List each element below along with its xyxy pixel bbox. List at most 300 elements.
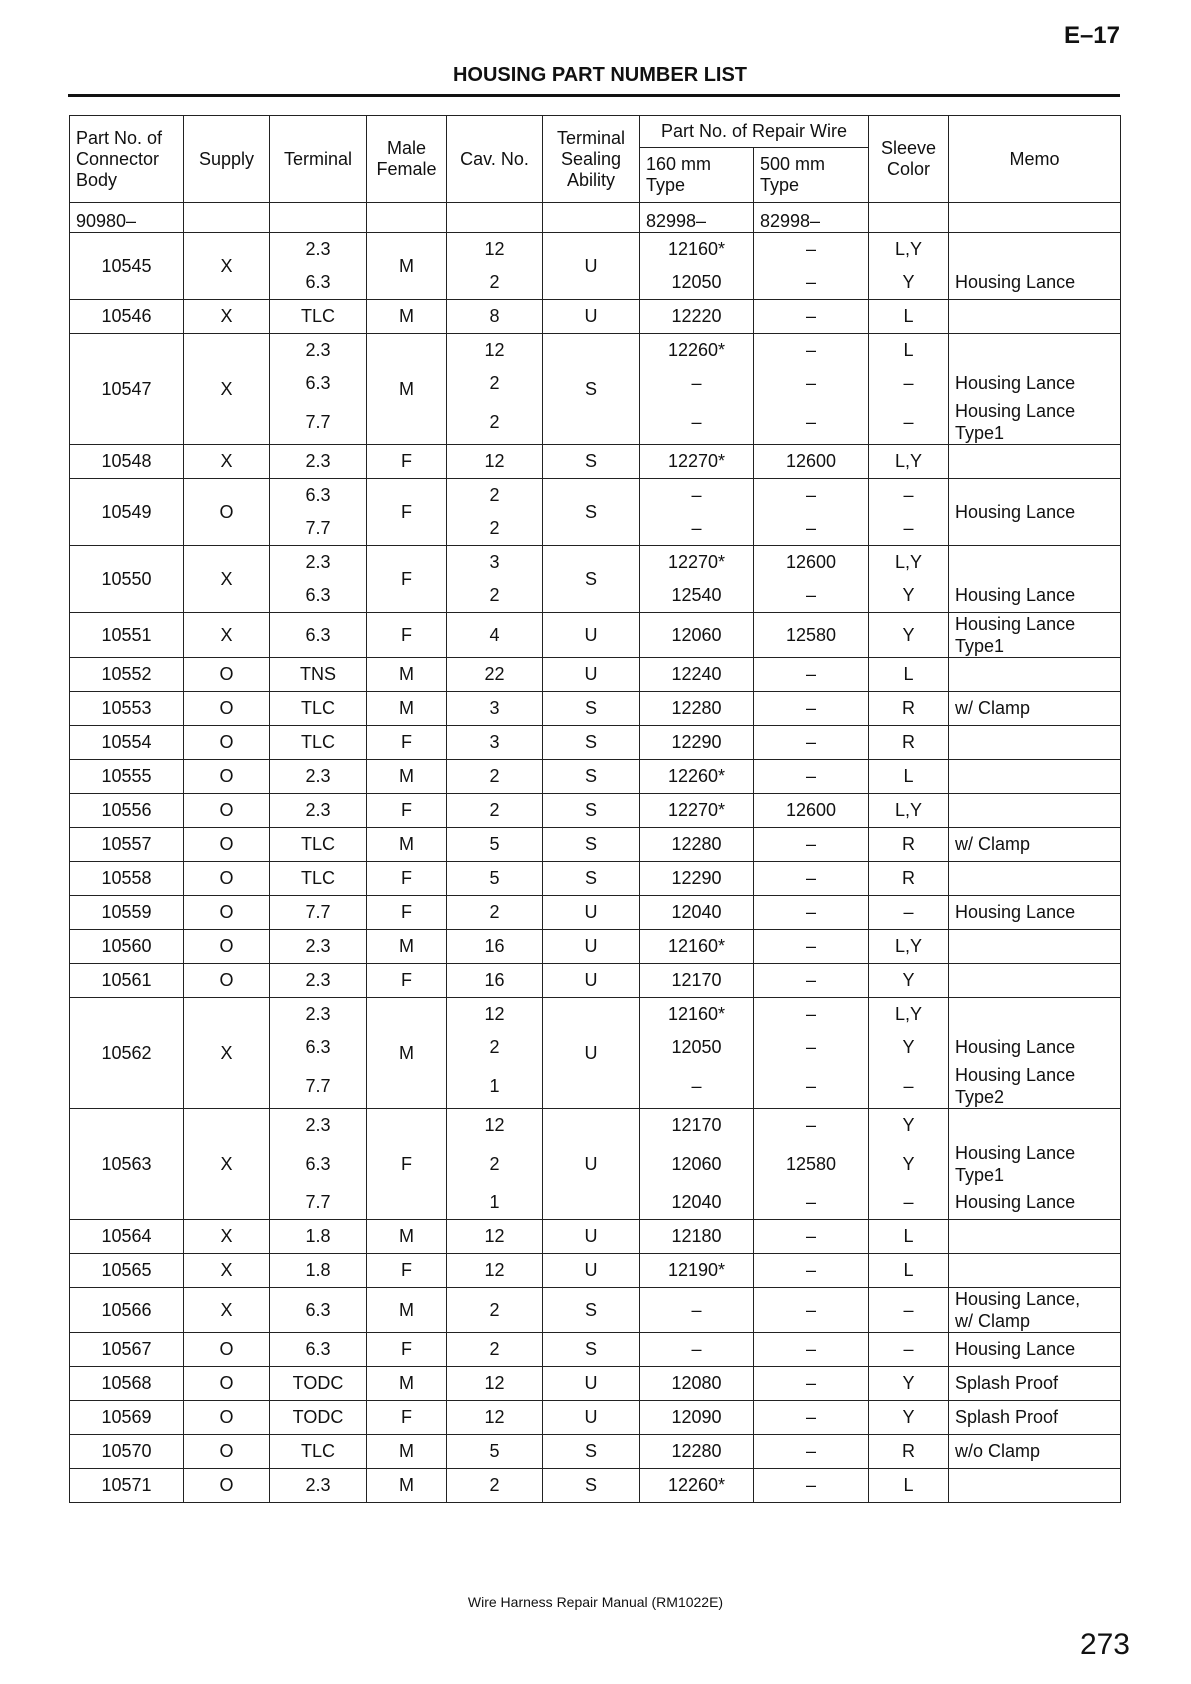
cell-text: F	[401, 624, 412, 645]
cell-text: 10563	[101, 1153, 152, 1174]
sub-cell: 2	[489, 272, 500, 292]
sleeve-color-cell	[869, 828, 949, 862]
table-row	[70, 445, 1121, 479]
part-no-cell	[70, 1435, 184, 1469]
terminal-cell	[270, 479, 367, 546]
memo-cell	[949, 479, 1121, 546]
cell-text: M	[399, 378, 414, 399]
sub-cell: 12160*	[667, 936, 726, 956]
repair-500-cell	[754, 334, 869, 445]
sub-cell	[955, 930, 1114, 963]
sub-cell: –	[805, 585, 816, 605]
repair-500-cell	[754, 1220, 869, 1254]
male-female-cell	[367, 658, 447, 692]
sub-cell: L	[903, 664, 914, 684]
cell-text: U	[584, 1260, 598, 1280]
repair-160-cell	[640, 998, 754, 1109]
repair-500-cell	[754, 1435, 869, 1469]
cell-text: 10547	[101, 378, 152, 399]
prefix-part	[70, 203, 184, 233]
cell-text: X	[220, 1299, 233, 1320]
sub-cell: –	[903, 1300, 914, 1320]
sub-cell: 12270*	[667, 800, 726, 820]
repair-160-cell	[640, 760, 754, 794]
part-no-cell	[70, 334, 184, 445]
supply-cell	[184, 300, 270, 334]
sub-cell: –	[691, 485, 702, 505]
cav-no-cell	[447, 479, 543, 546]
sub-cell: –	[805, 902, 816, 922]
terminal-cell	[270, 964, 367, 998]
table-row	[70, 1333, 1121, 1367]
repair-160-cell	[640, 1333, 754, 1367]
sub-cell: 16	[484, 936, 505, 956]
sub-cell: 7.7	[305, 902, 331, 922]
cell-text: S	[584, 766, 597, 786]
supply-cell	[184, 760, 270, 794]
sub-cell: –	[691, 412, 702, 432]
repair-160-cell	[640, 930, 754, 964]
sub-cell: –	[805, 1192, 816, 1212]
sub-cell: 12080	[671, 1373, 722, 1393]
sub-cell: 4	[489, 625, 500, 645]
sub-cell	[955, 1109, 1114, 1142]
sub-cell: w/ Clamp	[955, 834, 1031, 854]
sealing-cell	[543, 862, 640, 896]
sub-cell: TLC	[300, 698, 335, 718]
cell-text: 10569	[101, 1407, 152, 1427]
sub-cell: 12170	[671, 1115, 722, 1135]
sub-cell: Housing Lance Type1	[955, 1143, 1076, 1185]
sealing-cell	[543, 794, 640, 828]
sub-cell: 12270*	[667, 451, 726, 471]
section-page-code: E–17	[1063, 22, 1120, 49]
sub-cell: –	[805, 1441, 816, 1461]
sub-cell: 12260*	[667, 766, 726, 786]
sleeve-color-cell	[869, 334, 949, 445]
sleeve-color-cell	[869, 964, 949, 998]
cell-text: 82998–	[646, 211, 707, 231]
sleeve-color-cell	[869, 862, 949, 896]
memo-cell	[949, 896, 1121, 930]
sub-cell: –	[805, 1407, 816, 1427]
sub-cell: L,Y	[894, 239, 923, 259]
repair-160-cell	[640, 1220, 754, 1254]
supply-cell	[184, 334, 270, 445]
cell-text: M	[399, 664, 414, 684]
sub-cell: –	[805, 1226, 816, 1246]
cell-text: M	[399, 1042, 414, 1063]
header-terminal: Terminal	[270, 116, 367, 203]
sub-cell: Housing Lance	[955, 1037, 1076, 1057]
sub-cell: –	[903, 373, 914, 393]
cav-no-cell	[447, 862, 543, 896]
cell-text: M	[399, 1441, 414, 1461]
repair-160-cell	[640, 896, 754, 930]
part-no-cell	[70, 1288, 184, 1333]
repair-160-cell	[640, 1401, 754, 1435]
terminal-cell	[270, 445, 367, 479]
sub-cell: L	[903, 1226, 914, 1246]
part-no-cell	[70, 964, 184, 998]
sub-cell: –	[691, 1339, 702, 1359]
sub-cell: –	[691, 518, 702, 538]
cell-text: U	[584, 902, 598, 922]
cav-no-cell	[447, 1254, 543, 1288]
repair-500-cell	[754, 862, 869, 896]
sub-cell: L,Y	[894, 800, 923, 820]
supply-cell	[184, 233, 270, 300]
sub-cell: Y	[902, 970, 915, 990]
male-female-cell	[367, 760, 447, 794]
repair-160-cell	[640, 828, 754, 862]
sub-cell: 12290	[671, 868, 722, 888]
supply-cell	[184, 964, 270, 998]
sub-cell: Housing Lance Type2	[955, 1065, 1076, 1107]
sub-cell: TLC	[300, 1441, 335, 1461]
sub-cell: –	[691, 1076, 702, 1096]
table-row	[70, 964, 1121, 998]
cav-no-cell	[447, 896, 543, 930]
cell-text: O	[219, 970, 234, 990]
cell-text: M	[399, 255, 414, 276]
cell-text: O	[219, 1441, 234, 1461]
sub-cell: 12580	[785, 625, 837, 645]
table-row	[70, 1288, 1121, 1333]
prefix-memo	[949, 203, 1121, 233]
sub-cell: –	[805, 970, 816, 990]
part-no-cell	[70, 1220, 184, 1254]
table-row	[70, 726, 1121, 760]
sub-cell: R	[902, 1441, 915, 1461]
sub-cell	[955, 964, 1114, 997]
cell-text: S	[584, 501, 597, 522]
terminal-cell	[270, 1367, 367, 1401]
sub-cell: 12060	[671, 1154, 722, 1174]
sub-cell: –	[805, 936, 816, 956]
cell-text: S	[584, 378, 597, 399]
repair-160-cell	[640, 964, 754, 998]
memo-cell	[949, 546, 1121, 613]
sub-cell: L,Y	[894, 936, 923, 956]
table-row-prefix	[70, 203, 1121, 233]
part-no-cell	[70, 1109, 184, 1220]
part-no-cell	[70, 1333, 184, 1367]
cell-text: 10559	[101, 902, 152, 922]
cell-text: 10550	[101, 568, 152, 589]
sub-cell: 2	[489, 1339, 500, 1359]
sleeve-color-cell	[869, 1220, 949, 1254]
memo-cell	[949, 1401, 1121, 1435]
cell-text: 90980–	[76, 211, 137, 231]
sub-cell	[955, 1254, 1114, 1287]
sleeve-color-cell	[869, 300, 949, 334]
cell-text: 10560	[101, 936, 152, 956]
cav-no-cell	[447, 964, 543, 998]
cell-text: F	[401, 1407, 412, 1427]
cell-text: F	[401, 868, 412, 888]
sealing-cell	[543, 692, 640, 726]
cell-text: X	[220, 624, 233, 645]
memo-cell	[949, 1333, 1121, 1367]
part-no-cell	[70, 658, 184, 692]
table-row	[70, 896, 1121, 930]
cell-text: S	[584, 1441, 597, 1461]
repair-160-cell	[640, 726, 754, 760]
terminal-cell	[270, 1220, 367, 1254]
sub-cell: 2.3	[305, 766, 331, 786]
memo-cell	[949, 658, 1121, 692]
memo-cell	[949, 794, 1121, 828]
sealing-cell	[543, 896, 640, 930]
cell-text: X	[220, 1226, 233, 1246]
sleeve-color-cell	[869, 658, 949, 692]
header-male-female: Male Female	[367, 116, 447, 203]
sub-cell: –	[903, 1076, 914, 1096]
supply-cell	[184, 445, 270, 479]
terminal-cell	[270, 726, 367, 760]
male-female-cell	[367, 828, 447, 862]
sub-cell: Y	[902, 1407, 915, 1427]
sealing-cell	[543, 300, 640, 334]
sub-cell	[955, 794, 1114, 827]
part-no-cell	[70, 1367, 184, 1401]
repair-160-cell	[640, 546, 754, 613]
sub-cell: –	[903, 485, 914, 505]
supply-cell	[184, 1254, 270, 1288]
table-row	[70, 1109, 1121, 1220]
sub-cell: Housing Lance	[955, 373, 1076, 393]
cell-text: X	[220, 1260, 233, 1280]
cell-text: U	[584, 255, 598, 276]
cav-no-cell	[447, 1220, 543, 1254]
supply-cell	[184, 862, 270, 896]
male-female-cell	[367, 1254, 447, 1288]
sub-cell	[955, 300, 1114, 333]
housing-part-table	[69, 115, 1121, 1503]
cell-text: O	[219, 698, 234, 718]
sealing-cell	[543, 658, 640, 692]
cav-no-cell	[447, 1469, 543, 1503]
cell-text: 10568	[101, 1373, 152, 1393]
sub-cell: L,Y	[894, 451, 923, 471]
memo-cell	[949, 1220, 1121, 1254]
sub-cell: –	[805, 834, 816, 854]
cell-text: 10570	[101, 1441, 152, 1461]
male-female-cell	[367, 726, 447, 760]
part-no-cell	[70, 1254, 184, 1288]
cell-text: M	[399, 1373, 414, 1393]
table-row	[70, 658, 1121, 692]
sub-cell: –	[805, 1475, 816, 1495]
terminal-cell	[270, 760, 367, 794]
sealing-cell	[543, 1254, 640, 1288]
cell-text: 10546	[101, 306, 152, 326]
male-female-cell	[367, 862, 447, 896]
memo-cell	[949, 1109, 1121, 1220]
memo-cell	[949, 692, 1121, 726]
sub-cell: 6.3	[305, 373, 331, 393]
sub-cell: –	[805, 1076, 816, 1096]
repair-500-cell	[754, 300, 869, 334]
supply-cell	[184, 546, 270, 613]
memo-cell	[949, 300, 1121, 334]
sub-cell: L	[903, 1475, 914, 1495]
cell-text: O	[219, 1475, 234, 1495]
terminal-cell	[270, 1401, 367, 1435]
repair-500-cell	[754, 828, 869, 862]
cell-text: O	[219, 1339, 234, 1359]
sub-cell: 2	[489, 585, 500, 605]
sub-cell: –	[903, 518, 914, 538]
cell-text: U	[584, 664, 598, 684]
cell-text: S	[584, 451, 597, 471]
sub-cell: –	[805, 732, 816, 752]
sub-cell: –	[805, 1300, 816, 1320]
cell-text: 10555	[101, 766, 152, 786]
cell-text: 10571	[101, 1475, 152, 1495]
cell-text: F	[401, 568, 412, 589]
terminal-cell	[270, 1109, 367, 1220]
supply-cell	[184, 828, 270, 862]
memo-cell	[949, 613, 1121, 658]
sub-cell: 12600	[785, 451, 837, 471]
supply-cell	[184, 1109, 270, 1220]
sub-cell: Housing Lance, w/ Clamp	[955, 1289, 1081, 1331]
sleeve-color-cell	[869, 546, 949, 613]
repair-500-cell	[754, 1367, 869, 1401]
sub-cell: 7.7	[305, 1076, 331, 1096]
cav-no-cell	[447, 1401, 543, 1435]
sub-cell: Housing Lance	[955, 1339, 1076, 1359]
sub-cell: TNS	[300, 664, 336, 684]
supply-cell	[184, 692, 270, 726]
sealing-cell	[543, 546, 640, 613]
memo-cell	[949, 445, 1121, 479]
supply-cell	[184, 1401, 270, 1435]
sealing-cell	[543, 1333, 640, 1367]
cell-text: S	[584, 732, 597, 752]
cell-text: M	[399, 1226, 414, 1246]
sealing-cell	[543, 998, 640, 1109]
part-no-cell	[70, 546, 184, 613]
table-body	[70, 203, 1121, 1503]
memo-cell	[949, 1469, 1121, 1503]
sub-cell: 12260*	[667, 1475, 726, 1495]
male-female-cell	[367, 1367, 447, 1401]
sub-cell: –	[805, 698, 816, 718]
sleeve-color-cell	[869, 896, 949, 930]
sub-cell: 2.3	[305, 1004, 331, 1024]
cell-text: U	[584, 1373, 598, 1393]
cell-text: F	[401, 1260, 412, 1280]
sub-cell: 12	[484, 1260, 505, 1280]
sealing-cell	[543, 1469, 640, 1503]
sub-cell: 12180	[671, 1226, 722, 1246]
supply-cell	[184, 1288, 270, 1333]
male-female-cell	[367, 1288, 447, 1333]
sub-cell: 12050	[671, 1037, 722, 1057]
cell-text: O	[219, 936, 234, 956]
cav-no-cell	[447, 1435, 543, 1469]
repair-160-cell	[640, 334, 754, 445]
cell-text: U	[584, 1226, 598, 1246]
memo-cell	[949, 760, 1121, 794]
male-female-cell	[367, 1435, 447, 1469]
male-female-cell	[367, 479, 447, 546]
cav-no-cell	[447, 692, 543, 726]
sub-cell	[955, 1220, 1114, 1253]
sub-cell: Housing Lance Type1	[955, 614, 1076, 656]
header-supply: Supply	[184, 116, 270, 203]
terminal-cell	[270, 233, 367, 300]
cav-no-cell	[447, 726, 543, 760]
terminal-cell	[270, 794, 367, 828]
male-female-cell	[367, 613, 447, 658]
cell-text: 10562	[101, 1042, 152, 1063]
memo-cell	[949, 828, 1121, 862]
sub-cell: 12170	[671, 970, 722, 990]
cell-text: O	[219, 501, 234, 522]
sub-cell: 6.3	[305, 272, 331, 292]
sub-cell: 2	[489, 902, 500, 922]
table-row	[70, 998, 1121, 1109]
memo-cell	[949, 1367, 1121, 1401]
sealing-cell	[543, 334, 640, 445]
sub-cell: Y	[902, 1115, 915, 1135]
cell-text: M	[399, 1299, 414, 1320]
prefix-supply	[184, 203, 270, 233]
cell-text: U	[584, 936, 598, 956]
repair-500-cell	[754, 964, 869, 998]
sleeve-color-cell	[869, 1109, 949, 1220]
repair-500-cell	[754, 998, 869, 1109]
table-row	[70, 546, 1121, 613]
sub-cell: TLC	[300, 306, 335, 326]
cell-text: F	[401, 800, 412, 820]
repair-500-cell	[754, 726, 869, 760]
cell-text: X	[220, 1153, 233, 1174]
cell-text: F	[401, 1153, 412, 1174]
sealing-cell	[543, 930, 640, 964]
table-row	[70, 692, 1121, 726]
sub-cell: 6.3	[305, 585, 331, 605]
sub-cell: 22	[484, 664, 505, 684]
cav-no-cell	[447, 1333, 543, 1367]
cell-text: O	[219, 766, 234, 786]
male-female-cell	[367, 1333, 447, 1367]
sub-cell: R	[902, 732, 915, 752]
sub-cell: 12220	[671, 306, 722, 326]
sub-cell: 6.3	[305, 1154, 331, 1174]
sub-cell: –	[805, 373, 816, 393]
sub-cell: TLC	[300, 732, 335, 752]
sub-cell: –	[805, 485, 816, 505]
sub-cell: –	[903, 1192, 914, 1212]
sub-cell: –	[805, 306, 816, 326]
prefix-mf	[367, 203, 447, 233]
terminal-cell	[270, 1288, 367, 1333]
male-female-cell	[367, 1109, 447, 1220]
repair-160-cell	[640, 1367, 754, 1401]
repair-500-cell	[754, 445, 869, 479]
sub-cell: 12040	[671, 1192, 722, 1212]
cell-text: 10552	[101, 664, 152, 684]
sub-cell: 6.3	[305, 1037, 331, 1057]
sub-cell: 12040	[671, 902, 722, 922]
terminal-cell	[270, 546, 367, 613]
sub-cell	[955, 445, 1114, 478]
